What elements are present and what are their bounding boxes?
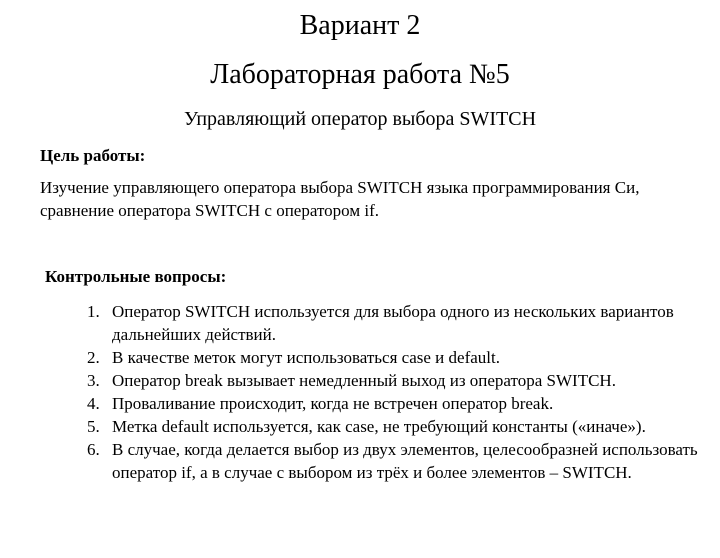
question-item xyxy=(87,415,712,438)
question-number: 3. xyxy=(87,371,100,390)
questions-list xyxy=(87,300,712,484)
question-number: 4. xyxy=(87,394,100,413)
question-item xyxy=(87,346,712,369)
lab-subtitle: Управляющий оператор выбора SWITCH xyxy=(183,108,537,130)
question-item xyxy=(87,300,712,346)
question-text: Оператор break вызывает немедленный выход из оператора SWITCH. xyxy=(112,371,616,390)
question-item xyxy=(87,438,712,484)
question-text: Метка default используется, как case, не требующий константы («иначе»). xyxy=(112,417,646,436)
question-number: 2. xyxy=(87,348,100,367)
question-text: Проваливание происходит, когда не встречен оператор break. xyxy=(112,394,554,413)
question-text: В качестве меток могут использоваться case и default. xyxy=(112,348,500,367)
question-item xyxy=(87,392,712,415)
question-number: 5. xyxy=(87,417,100,436)
question-number: 1. xyxy=(87,302,100,321)
goal-text: Изучение управляющего оператора выбора SWITCH языка программирования Си, сравнение оператора SWITCH с оператором if. xyxy=(40,178,640,220)
question-text: В случае, когда делается выбор из двух элементов, целесообразней использовать оператор if, а в случае с выбором из трёх и более элементов – SWITCH. xyxy=(112,440,698,482)
question-number: 6. xyxy=(87,440,100,459)
question-item xyxy=(87,369,712,392)
questions-heading: Контрольные вопросы: xyxy=(45,267,227,286)
variant-heading: Вариант 2 xyxy=(299,10,421,41)
lab-title: Лабораторная работа №5 xyxy=(210,59,510,90)
question-text: Оператор SWITCH используется для выбора одного из нескольких вариантов дальнейших действий. xyxy=(112,302,674,344)
goal-heading: Цель работы: xyxy=(40,146,146,165)
